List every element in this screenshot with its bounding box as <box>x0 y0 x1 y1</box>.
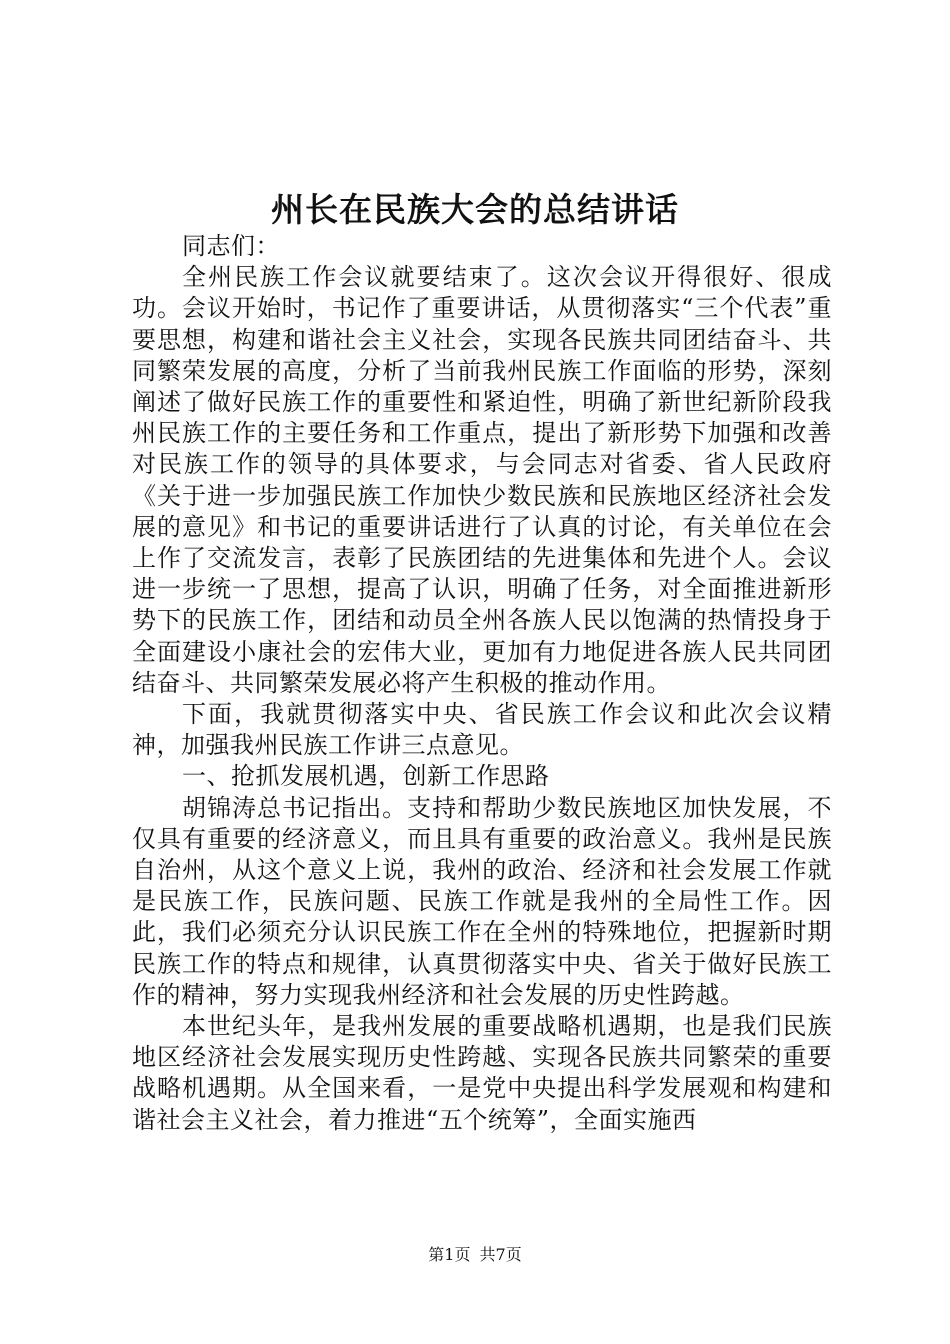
paragraph-1: 全州民族工作会议就要结束了。这次会议开得很好、很成功。会议开始时，书记作了重要讲话，从贯彻落实“三个代表”重要思想，构建和谐社会主义社会，实现各民族共同团结奋斗、共同繁荣发展的高度，分析了当前我州民族工作面临的形势，深刻阐述了做好民族工作的重要性和紧迫性，明确了新世纪新阶段我州民族工作的主要任务和工作重点，提出了新形势下加强和改善对民族工作的领导的具体要求，与会同志对省委、省人民政府《关于进一步加强民族工作加快少数民族和民族地区经济社会发展的意见》和书记的重要讲话进行了认真的讨论，有关单位在会上作了交流发言，表彰了民族团结的先进集体和先进个人。会议进一步统一了思想，提高了认识，明确了任务，对全面推进新形势下的民族工作，团结和动员全州各族人民以饱满的热情投身于全面建设小康社会的宏伟大业，更加有力地促进各族人民共同团结奋斗、共同繁荣发展必将产生积极的推动作用。 <box>132 263 832 697</box>
page-footer <box>0 1244 950 1266</box>
document-body <box>132 231 832 1136</box>
greeting: 同志们： <box>182 232 280 260</box>
paragraph-2: 下面，我就贯彻落实中央、省民族工作会议和此次会议精神，加强我州民族工作讲三点意见。 <box>132 700 832 760</box>
page-number: 第1页 <box>428 1245 471 1264</box>
section-paragraph-2: 本世纪头年，是我州发展的重要战略机遇期，也是我们民族地区经济社会发展实现历史性跨越、实现各民族共同繁荣的重要战略机遇期。从全国来看，一是党中央提出科学发展观和构建和谐社会主义社会，着力推进“五个统筹”，全面实施西 <box>132 1012 832 1134</box>
section-paragraph-1: 胡锦涛总书记指出。支持和帮助少数民族地区加快发展，不仅具有重要的经济意义，而且具有重要的政治意义。我州是民族自治州，从这个意义上说，我州的政治、经济和社会发展工作就是民族工作，民族问题、民族工作就是我州的全局性工作。因此，我们必须充分认识民族工作在全州的特殊地位，把握新时期民族工作的特点和规律，认真贯彻落实中央、省关于做好民族工作的精神，努力实现我州经济和社会发展的历史性跨越。 <box>132 793 832 1009</box>
page-total: 共7页 <box>479 1245 522 1264</box>
document-title: 州长在民族大会的总结讲话 <box>271 190 679 229</box>
section-heading-1: 一、抢抓发展机遇，创新工作思路 <box>182 762 550 791</box>
